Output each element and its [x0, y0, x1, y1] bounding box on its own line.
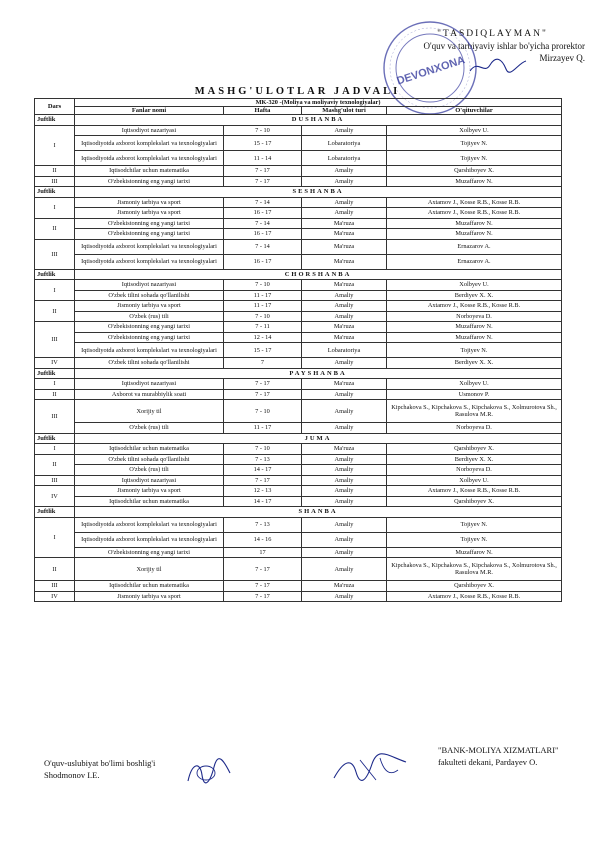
week-cell: 7 - 10 [224, 400, 302, 423]
table-row [35, 208, 562, 219]
pair-number: II [35, 558, 75, 581]
teacher-cell: Tojiyev N. [387, 517, 562, 532]
week-cell: 7 - 17 [224, 176, 302, 187]
table-row [35, 166, 562, 177]
type-cell: Amaliy [302, 486, 387, 497]
week-cell: 12 - 14 [224, 332, 302, 343]
type-cell: Amaliy [302, 358, 387, 369]
teacher-cell: Ernazarov A. [387, 254, 562, 269]
week-cell: 7 - 14 [224, 218, 302, 229]
type-cell: Amaliy [302, 197, 387, 208]
week-cell: 7 - 13 [224, 517, 302, 532]
juftlik-label: Juftlik [35, 269, 75, 280]
day-name: SESHANBA [75, 187, 562, 198]
subject-cell: Jismoniy tarbiya va sport [75, 197, 224, 208]
subject-cell: O'zbekistonning eng yangi tarixi [75, 218, 224, 229]
subject-cell: Iqtisodiyot nazariyasi [75, 280, 224, 291]
table-row [35, 517, 562, 532]
day-name: JUMA [75, 433, 562, 444]
type-cell: Ma'ruza [302, 444, 387, 455]
week-cell: 7 - 17 [224, 581, 302, 592]
week-cell: 17 [224, 547, 302, 558]
week-cell: 7 - 17 [224, 166, 302, 177]
teacher-cell: Xolbyev U. [387, 475, 562, 486]
teacher-cell: Xolbyev U. [387, 280, 562, 291]
table-row [35, 591, 562, 602]
week-cell: 11 - 17 [224, 423, 302, 434]
type-cell: Lobaratoriya [302, 343, 387, 358]
subject-cell: Iqtisodiyotda axborot komplekslari va texnologiyalari [75, 136, 224, 151]
subject-cell: Iqtisodchilar uchun matematika [75, 581, 224, 592]
teacher-cell: Axtamov J., Kosse R.B., Kosse R.B. [387, 197, 562, 208]
subject-cell: Xorijiy til [75, 558, 224, 581]
teacher-cell: Axtamov J., Kosse R.B., Kosse R.B. [387, 591, 562, 602]
schedule-body [35, 115, 562, 602]
week-cell: 7 - 17 [224, 591, 302, 602]
table-row [35, 151, 562, 166]
page-title: MASHG'ULOTLAR JADVALI [194, 86, 401, 97]
teacher-cell: Muzaffarov N. [387, 218, 562, 229]
header-dars: Dars [35, 99, 75, 115]
type-cell: Amaliy [302, 311, 387, 322]
subject-cell: Iqtisodiyotda axborot komplekslari va texnologiyalari [75, 239, 224, 254]
table-row [35, 290, 562, 301]
day-row [35, 507, 562, 518]
week-cell: 16 - 17 [224, 208, 302, 219]
week-cell: 7 - 11 [224, 322, 302, 333]
table-row [35, 218, 562, 229]
subject-cell: O'zbekistonning eng yangi tarixi [75, 547, 224, 558]
type-cell: Ma'ruza [302, 229, 387, 240]
subject-cell: Iqtisodiyot nazariyasi [75, 379, 224, 390]
type-cell: Amaliy [302, 591, 387, 602]
dean-signature-icon [330, 752, 410, 787]
pair-number: I [35, 197, 75, 218]
pair-number: II [35, 166, 75, 177]
day-row [35, 433, 562, 444]
subject-cell: Axborot va murabbiylik soati [75, 389, 224, 400]
type-cell: Amaliy [302, 517, 387, 532]
type-cell: Amaliy [302, 547, 387, 558]
teacher-cell: Qarshiboyev X. [387, 581, 562, 592]
approval-role: O'quv va tarbiyaviy ishlar bo'yicha prorektor [423, 41, 585, 51]
footer-left-line2: Shodmonov I.E. [44, 770, 100, 780]
pair-number: III [35, 176, 75, 187]
schedule-table [34, 98, 562, 602]
table-row [35, 444, 562, 455]
subject-cell: O'zbekistonning eng yangi tarixi [75, 229, 224, 240]
week-cell: 7 - 10 [224, 280, 302, 291]
type-cell: Ma'ruza [302, 581, 387, 592]
teacher-cell: Axtamov J., Kosse R.B., Kosse R.B. [387, 208, 562, 219]
day-name: CHORSHANBA [75, 269, 562, 280]
subject-cell: Jismoniy tarbiya va sport [75, 301, 224, 312]
week-cell: 11 - 14 [224, 151, 302, 166]
juftlik-label: Juftlik [35, 368, 75, 379]
teacher-cell: Muzaffarov N. [387, 229, 562, 240]
week-cell: 7 - 17 [224, 475, 302, 486]
pair-number: III [35, 581, 75, 592]
juftlik-label: Juftlik [35, 187, 75, 198]
type-cell: Lobaratoriya [302, 136, 387, 151]
week-cell: 7 - 10 [224, 444, 302, 455]
type-cell: Ma'ruza [302, 218, 387, 229]
subject-cell: Jismoniy tarbiya va sport [75, 208, 224, 219]
table-row [35, 311, 562, 322]
week-cell: 14 - 17 [224, 465, 302, 476]
day-name: DUSHANBA [75, 115, 562, 126]
table-row [35, 379, 562, 390]
day-row [35, 187, 562, 198]
teacher-cell: Tojiyev N. [387, 532, 562, 547]
pair-number: II [35, 301, 75, 322]
table-row [35, 475, 562, 486]
table-row [35, 343, 562, 358]
week-cell: 7 - 10 [224, 311, 302, 322]
type-cell: Amaliy [302, 166, 387, 177]
type-cell: Amaliy [302, 290, 387, 301]
pair-number: III [35, 239, 75, 269]
table-row [35, 239, 562, 254]
subject-cell: O'zbekistonning eng yangi tarixi [75, 332, 224, 343]
type-cell: Ma'ruza [302, 322, 387, 333]
type-cell: Amaliy [302, 423, 387, 434]
teacher-cell: Berdiyev X. X. [387, 454, 562, 465]
table-row [35, 581, 562, 592]
table-row [35, 322, 562, 333]
table-row [35, 496, 562, 507]
teacher-cell: Ernazarov A. [387, 239, 562, 254]
type-cell: Ma'ruza [302, 254, 387, 269]
juftlik-label: Juftlik [35, 507, 75, 518]
day-name: SHANBA [75, 507, 562, 518]
subject-cell: Iqtisodiyotda axborot komplekslari va texnologiyalari [75, 343, 224, 358]
week-cell: 7 - 17 [224, 379, 302, 390]
teacher-cell: Xolbyev U. [387, 125, 562, 136]
table-row [35, 454, 562, 465]
type-cell: Ma'ruza [302, 280, 387, 291]
teacher-cell: Xolbyev U. [387, 379, 562, 390]
type-cell: Amaliy [302, 532, 387, 547]
subject-cell: Iqtisodiyot nazariyasi [75, 475, 224, 486]
type-cell: Ma'ruza [302, 332, 387, 343]
teacher-cell: Muzaffarov N. [387, 547, 562, 558]
week-cell: 7 - 14 [224, 239, 302, 254]
week-cell: 7 - 17 [224, 389, 302, 400]
type-cell: Amaliy [302, 208, 387, 219]
subject-cell: Xorijiy til [75, 400, 224, 423]
teacher-cell: Muzaffarov N. [387, 322, 562, 333]
week-cell: 7 - 13 [224, 454, 302, 465]
pair-number: I [35, 517, 75, 558]
table-row [35, 400, 562, 423]
footer-left [44, 757, 155, 781]
type-cell: Amaliy [302, 389, 387, 400]
week-cell: 16 - 17 [224, 254, 302, 269]
table-row [35, 332, 562, 343]
pair-number: I [35, 125, 75, 166]
teacher-cell: Qarshiboyev X. [387, 444, 562, 455]
teacher-cell: Norboyeva D. [387, 311, 562, 322]
teacher-cell: Axtamov J., Kosse R.B., Kosse R.B. [387, 301, 562, 312]
teacher-cell: Kipchakova S., Kipchakova S., Kipchakova S., Xolmurotova Sh., Rasulova M.R. [387, 558, 562, 581]
subject-cell: O'zbekistonning eng yangi tarixi [75, 176, 224, 187]
prorector-signature-icon [468, 55, 528, 77]
table-row [35, 423, 562, 434]
pair-number: II [35, 218, 75, 239]
day-row [35, 115, 562, 126]
type-cell: Amaliy [302, 558, 387, 581]
table-row [35, 558, 562, 581]
table-row [35, 358, 562, 369]
footer-right-line2: fakulteti dekani, Pardayev O. [438, 757, 538, 767]
week-cell: 7 [224, 358, 302, 369]
approval-title: "TASDIQLAYMAN" [437, 29, 548, 39]
header-hafta: Hafta [224, 107, 302, 115]
head-signature-icon [184, 757, 234, 787]
table-row [35, 125, 562, 136]
pair-number: II [35, 389, 75, 400]
subject-cell: Jismoniy tarbiya va sport [75, 591, 224, 602]
pair-number: III [35, 322, 75, 358]
subject-cell: Iqtisodiyotda axborot komplekslari va texnologiyalari [75, 517, 224, 532]
group-name: MK-320 -(Moliya va moliyaviy texnologiyalar) [75, 99, 562, 107]
teacher-cell: Kipchakova S., Kipchakova S., Kipchakova S., Xolmurotova Sh., Rasulova M.R. [387, 400, 562, 423]
type-cell: Amaliy [302, 400, 387, 423]
subject-cell: O'zbek tilini sohada qo'llanilishi [75, 358, 224, 369]
pair-number: I [35, 444, 75, 455]
week-cell: 7 - 10 [224, 125, 302, 136]
day-row [35, 269, 562, 280]
week-cell: 11 - 17 [224, 290, 302, 301]
week-cell: 16 - 17 [224, 229, 302, 240]
week-cell: 14 - 16 [224, 532, 302, 547]
header-oqituvchi: O'qituvchilar [387, 107, 562, 115]
table-row [35, 547, 562, 558]
subject-cell: O'zbek tilini sohada qo'llanilishi [75, 290, 224, 301]
subject-cell: Iqtisodiyotda axborot komplekslari va texnologiyalari [75, 151, 224, 166]
pair-number: IV [35, 486, 75, 507]
teacher-cell: Muzaffarov N. [387, 332, 562, 343]
teacher-cell: Usmonov P. [387, 389, 562, 400]
table-row [35, 486, 562, 497]
table-row [35, 197, 562, 208]
type-cell: Amaliy [302, 301, 387, 312]
day-name: PAYSHANBA [75, 368, 562, 379]
type-cell: Ma'ruza [302, 239, 387, 254]
teacher-cell: Norboyeva D. [387, 465, 562, 476]
header-turi: Mashg'ulot turi [302, 107, 387, 115]
table-row [35, 301, 562, 312]
pair-number: IV [35, 591, 75, 602]
footer-right-line1: "BANK-MOLIYA XIZMATLARI" [438, 745, 559, 755]
juftlik-label: Juftlik [35, 433, 75, 444]
subject-cell: Iqtisodchilar uchun matematika [75, 166, 224, 177]
table-row [35, 136, 562, 151]
subject-cell: Iqtisodiyot nazariyasi [75, 125, 224, 136]
header-fanlar: Fanlar nomi [75, 107, 224, 115]
type-cell: Ma'ruza [302, 379, 387, 390]
table-row [35, 280, 562, 291]
subject-cell: O'zbekistonning eng yangi tarixi [75, 322, 224, 333]
type-cell: Amaliy [302, 496, 387, 507]
pair-number: III [35, 475, 75, 486]
teacher-cell: Tojiyev N. [387, 136, 562, 151]
teacher-cell: Berdiyev X. X. [387, 290, 562, 301]
subject-cell: O'zbek (rus) tili [75, 465, 224, 476]
teacher-cell: Tojiyev N. [387, 151, 562, 166]
week-cell: 11 - 17 [224, 301, 302, 312]
day-row [35, 368, 562, 379]
table-row [35, 176, 562, 187]
week-cell: 15 - 17 [224, 136, 302, 151]
type-cell: Amaliy [302, 125, 387, 136]
pair-number: IV [35, 358, 75, 369]
table-row [35, 229, 562, 240]
approval-name: Mirzayev Q. [539, 53, 585, 63]
pair-number: I [35, 280, 75, 301]
week-cell: 12 - 13 [224, 486, 302, 497]
type-cell: Lobaratoriya [302, 151, 387, 166]
teacher-cell: Berdiyev X. X. [387, 358, 562, 369]
week-cell: 15 - 17 [224, 343, 302, 358]
subject-cell: Iqtisodchilar uchun matematika [75, 444, 224, 455]
table-row [35, 254, 562, 269]
juftlik-label: Juftlik [35, 115, 75, 126]
svg-text:DEVONXONA: DEVONXONA [395, 54, 467, 88]
type-cell: Amaliy [302, 465, 387, 476]
teacher-cell: Qarshiboyev X. [387, 166, 562, 177]
table-row [35, 532, 562, 547]
type-cell: Amaliy [302, 176, 387, 187]
subject-cell: Jismoniy tarbiya va sport [75, 486, 224, 497]
footer-right [438, 744, 559, 768]
table-row [35, 389, 562, 400]
table-row [35, 465, 562, 476]
type-cell: Amaliy [302, 475, 387, 486]
subject-cell: Iqtisodiyotda axborot komplekslari va texnologiyalari [75, 254, 224, 269]
pair-number: I [35, 379, 75, 390]
type-cell: Amaliy [302, 454, 387, 465]
pair-number: II [35, 454, 75, 475]
footer-left-line1: O'quv-uslubiyat bo'limi boshlig'i [44, 758, 156, 768]
week-cell: 7 - 17 [224, 558, 302, 581]
teacher-cell: Norboyeva D. [387, 423, 562, 434]
teacher-cell: Qarshiboyev X. [387, 496, 562, 507]
teacher-cell: Tojiyev N. [387, 343, 562, 358]
subject-cell: Iqtisodiyotda axborot komplekslari va texnologiyalari [75, 532, 224, 547]
week-cell: 7 - 14 [224, 197, 302, 208]
teacher-cell: Muzaffarov N. [387, 176, 562, 187]
pair-number: III [35, 400, 75, 434]
subject-cell: O'zbek (rus) tili [75, 311, 224, 322]
subject-cell: O'zbek (rus) tili [75, 423, 224, 434]
week-cell: 14 - 17 [224, 496, 302, 507]
teacher-cell: Axtamov J., Kosse R.B., Kosse R.B. [387, 486, 562, 497]
subject-cell: Iqtisodchilar uchun matematika [75, 496, 224, 507]
subject-cell: O'zbek tilini sohada qo'llanilishi [75, 454, 224, 465]
